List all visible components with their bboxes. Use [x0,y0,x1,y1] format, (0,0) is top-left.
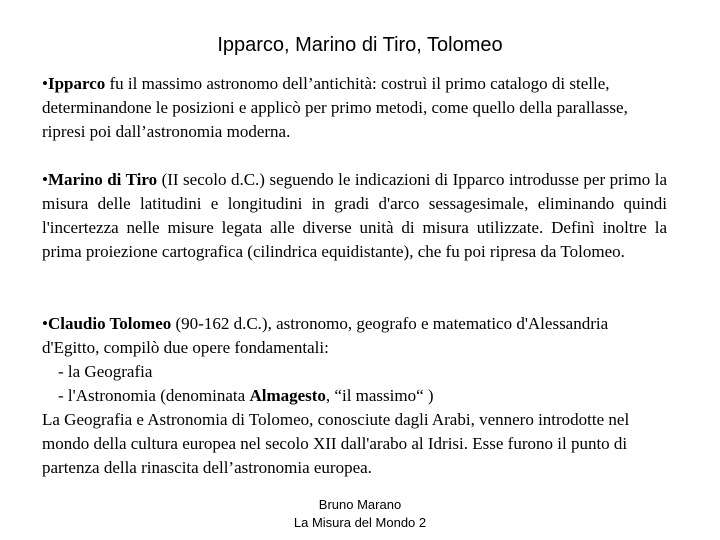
almagesto-name: Almagesto [249,386,326,405]
work-item-geografia: - la Geografia [58,362,153,381]
tolomeo-closing: La Geografia e Astronomia di Tolomeo, conosciute dagli Arabi, vennero introdotte nel mondo della cultura europea nel secolo XII dall'arabo al Idrisi. Esse furono il punto di partenza della rinascita dell’astronomia europea. [42,410,630,477]
paragraph-ipparco [42,72,667,144]
text-tolomeo: (90-162 d.C.), astronomo, geografo e matematico d'Alessandria d'Egitto, compilò due opere fondamentali: [42,314,609,357]
slide-title: Ipparco, Marino di Tiro, Tolomeo [217,34,503,56]
text-ipparco: fu il massimo astronomo dell’antichità: costruì il primo catalogo di stelle, determinandone le posizioni e applicò per primo metodi, come quello della parallasse, ripresi poi dall’astronomia moderna. [42,74,628,141]
text-marino: (II secolo d.C.) seguendo le indicazioni di Ipparco introdusse per primo la misura delle latitudini e longitudini in gradi d'arco sessagesimale, eliminando quindi l'incertezza nelle misure legata alle diverse unità di misura utilizzate. Definì inoltre la prima proiezione cartografica (cilindrica equidistante), che fu poi ripresa da Tolomeo. [42,170,667,261]
name-tolomeo: Claudio Tolomeo [47,314,172,333]
footer-author: Bruno Marano [318,497,402,512]
name-marino: Marino di Tiro [47,170,158,189]
tolomeo-intro [42,312,667,360]
bullet: • [42,170,48,189]
work-item-almagesto [42,384,667,408]
almagesto-post: , “il massimo“ ) [325,386,434,405]
bullet: • [42,314,48,333]
bullet: • [42,74,48,93]
footer [0,496,720,532]
paragraph-marino [42,168,667,264]
paragraph-tolomeo [42,312,667,480]
almagesto-pre: - l'Astronomia (denominata [58,386,250,405]
name-ipparco: Ipparco [47,74,106,93]
footer-course: La Misura del Mondo 2 [293,515,427,530]
